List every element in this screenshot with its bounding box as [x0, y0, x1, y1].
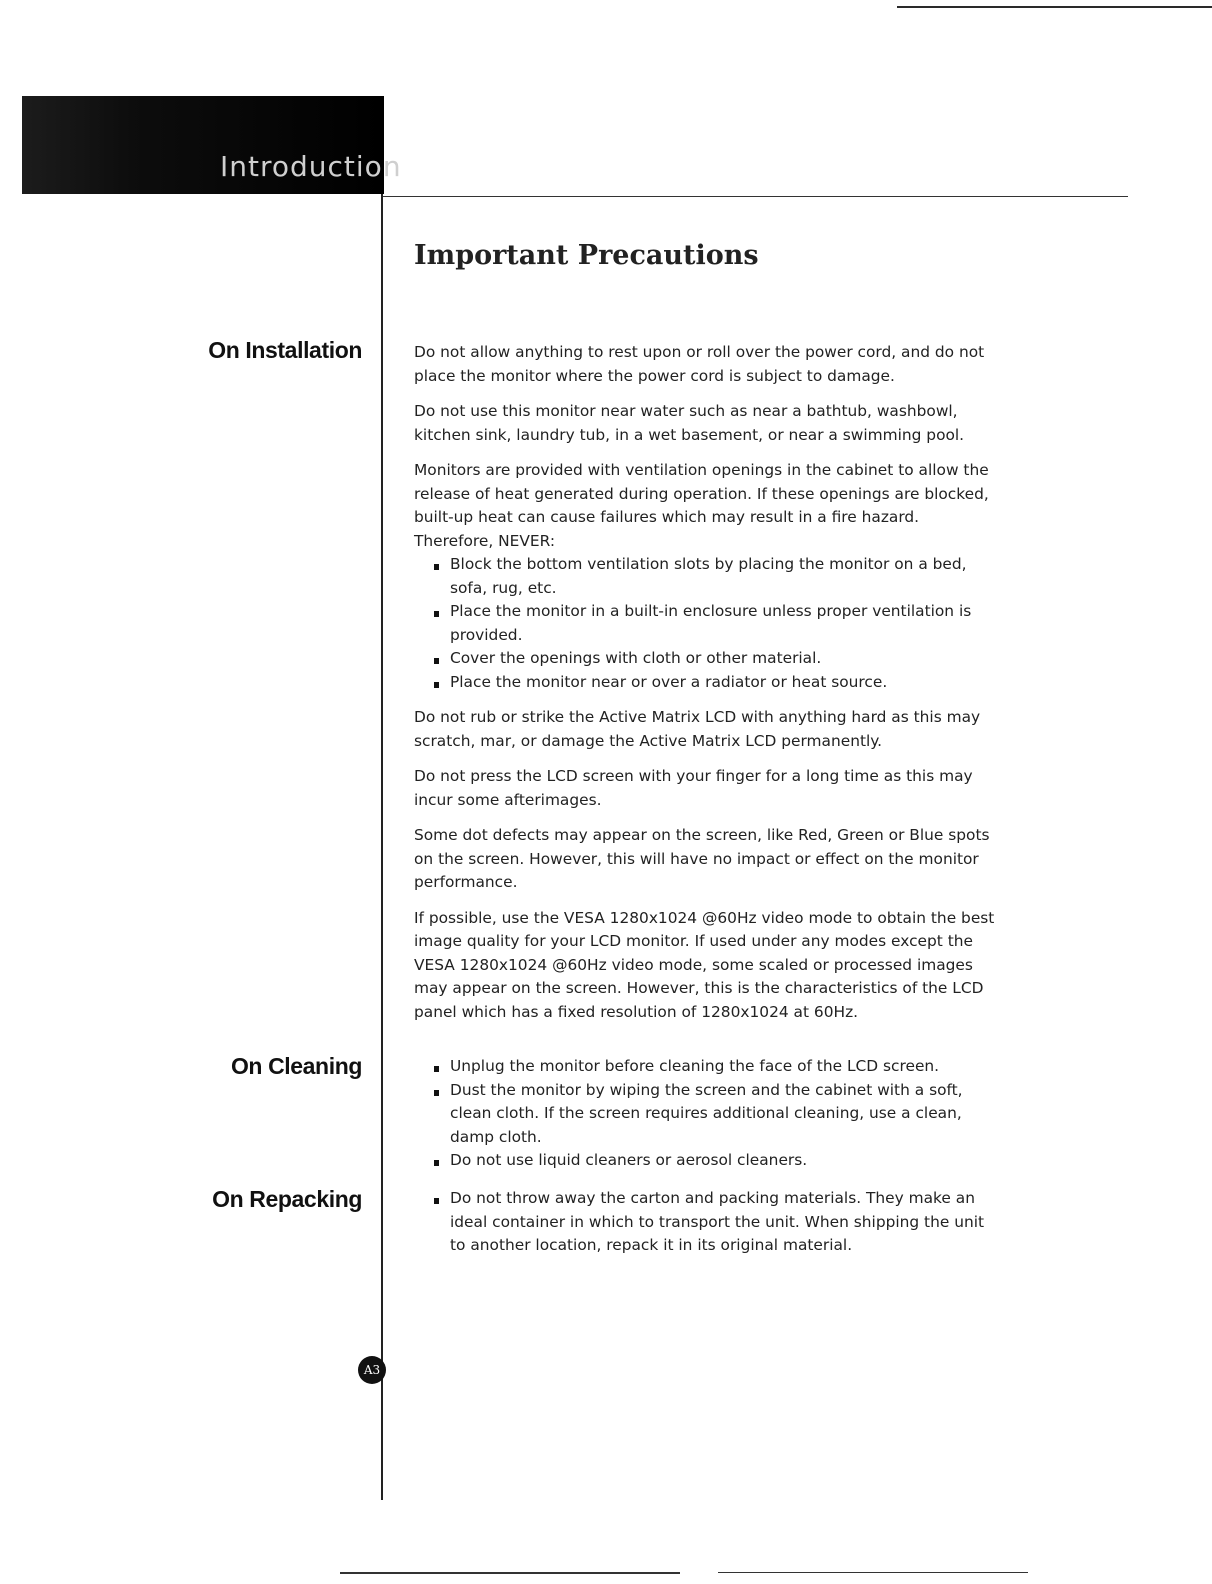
paragraph: If possible, use the VESA 1280x1024 @60Hz video mode to obtain the best image quality for your LCD monitor. If used under any modes except the VESA 1280x1024 @60Hz video mode, some scaled or processed images may appear on the screen. However, this is the characteristics of the LCD panel which has a fixed resolution of 1280x1024 at 60Hz. — [414, 908, 995, 1021]
installation-content — [414, 341, 1002, 1036]
side-label-installation: On Installation — [208, 337, 362, 363]
list-item: Dust the monitor by wiping the screen and the cabinet with a soft, clean cloth. If the screen requires additional cleaning, use a clean, damp cloth. — [414, 1079, 1002, 1150]
paragraph: Do not use this monitor near water such as near a bathtub, washbowl, kitchen sink, laundry tub, in a wet basement, or near a swimming pool. — [414, 402, 965, 444]
list-item: Block the bottom ventilation slots by placing the monitor on a bed, sofa, rug, etc. — [414, 553, 1002, 600]
paragraph: Do not press the LCD screen with your finger for a long time as this may incur some afterimages. — [414, 767, 973, 809]
scan-edge-line-bottom-right — [718, 1572, 1028, 1573]
cleaning-content — [414, 1055, 1002, 1185]
list-item: Do not throw away the carton and packing materials. They make an ideal container in which to transport the unit. When shipping the unit to another location, repack it in its original material. — [414, 1187, 1002, 1258]
side-label-cleaning: On Cleaning — [230, 1053, 362, 1079]
page-number-badge: A3 — [358, 1356, 386, 1384]
scan-edge-line-top — [897, 6, 1212, 8]
cleaning-list — [414, 1055, 1002, 1173]
header-rule — [382, 196, 1128, 197]
never-list — [414, 553, 1002, 694]
list-item: Place the monitor in a built-in enclosure unless proper ventilation is provided. — [414, 600, 1002, 647]
page-title: Important Precautions — [414, 240, 759, 271]
paragraph: Some dot defects may appear on the screen, like Red, Green or Blue spots on the screen. However, this will have no impact or effect on the monitor performance. — [414, 826, 990, 891]
list-item: Place the monitor near or over a radiator or heat source. — [414, 671, 1002, 695]
paragraph: Do not allow anything to rest upon or roll over the power cord, and do not place the monitor where the power cord is subject to damage. — [414, 343, 985, 385]
list-item: Do not use liquid cleaners or aerosol cleaners. — [414, 1149, 1002, 1173]
scan-edge-line-bottom — [340, 1572, 680, 1574]
list-item: Cover the openings with cloth or other material. — [414, 647, 1002, 671]
margin-rule — [381, 194, 383, 1500]
paragraph: Do not rub or strike the Active Matrix LCD with anything hard as this may scratch, mar, or damage the Active Matrix LCD permanently. — [414, 708, 981, 750]
side-label-repacking: On Repacking — [212, 1186, 362, 1212]
section-title: Introduction — [220, 150, 402, 183]
repacking-list — [414, 1187, 1002, 1258]
paragraph: Monitors are provided with ventilation openings in the cabinet to allow the release of heat generated during operation. If these openings are blocked, built-up heat can cause failures which may result in a fire hazard. Therefore, NEVER: — [414, 461, 989, 550]
list-item: Unplug the monitor before cleaning the face of the LCD screen. — [414, 1055, 1002, 1079]
repacking-content — [414, 1187, 1002, 1270]
